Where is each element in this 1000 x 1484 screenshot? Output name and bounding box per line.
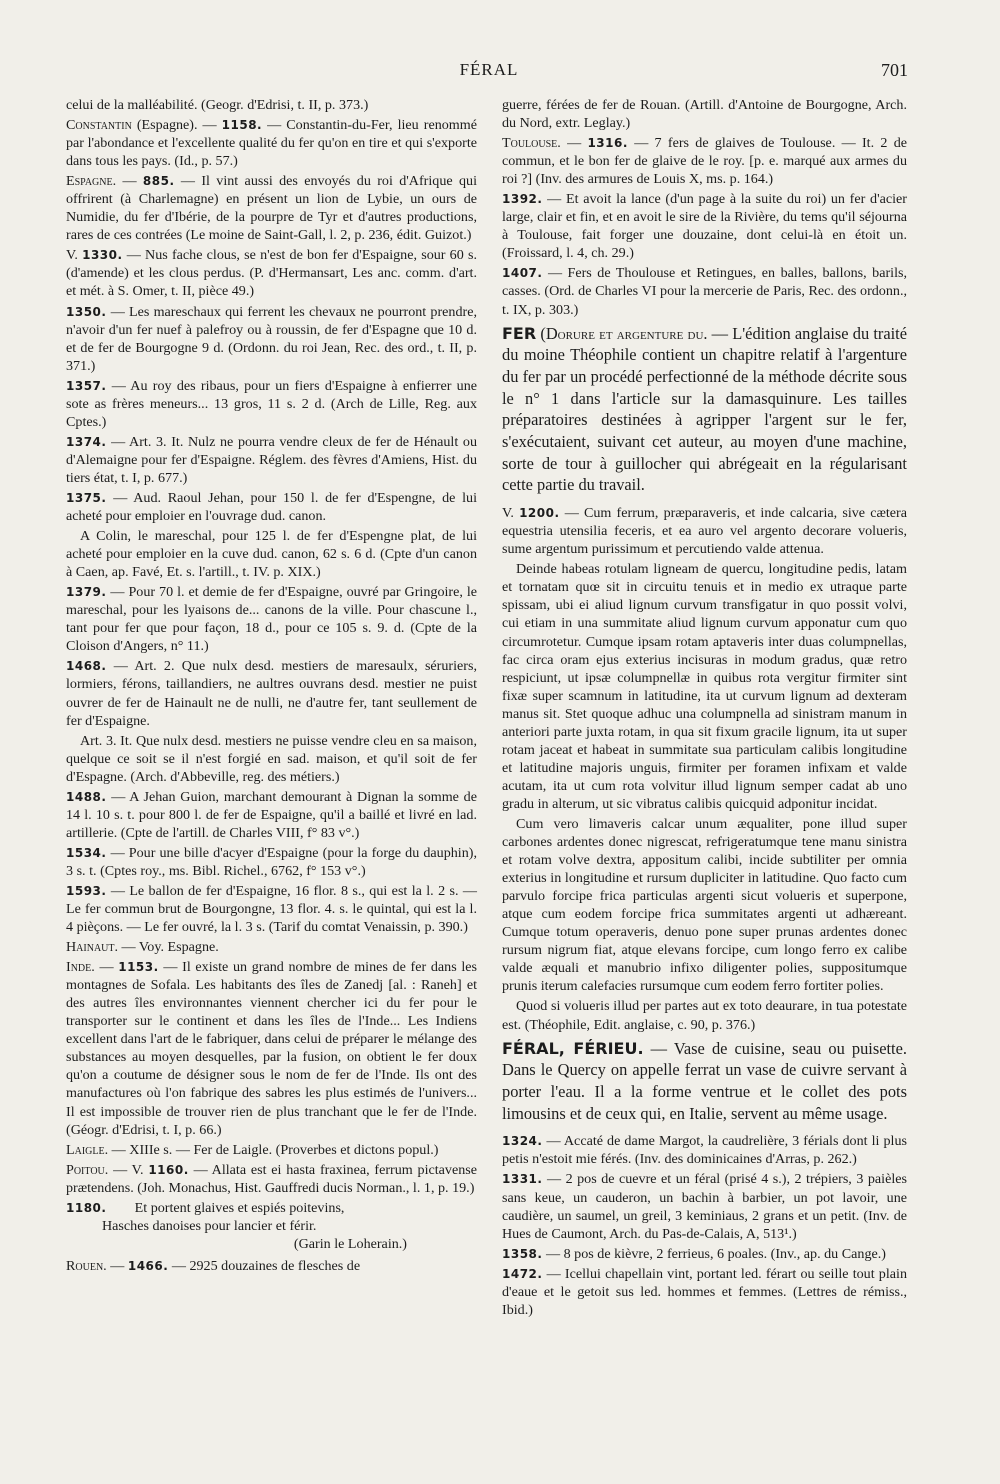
entry-paragraph — [66, 732, 477, 786]
entry-subhead: (Dorure et argenture du. — [536, 323, 708, 343]
entry-year: 1200. — [519, 506, 560, 521]
entry-paragraph — [66, 788, 477, 842]
entry-paragraph — [502, 504, 907, 558]
entry-text: — Fers de Thoulouse et Retingues, en balles, ballons, barils, casses. (Ord. de Charles VI pour la mercerie de Paris, Rec. des ordonn., t. IX, p. 303.) — [502, 265, 907, 318]
entry-prefix: — — [560, 135, 588, 152]
entry-prefix: — — [94, 959, 119, 976]
entry-year: 1153. — [118, 960, 159, 975]
entry-paragraph — [502, 190, 907, 262]
entry-paragraph — [66, 1141, 477, 1159]
entry-year: 1316. — [587, 136, 628, 151]
entry-year: 1330. — [82, 248, 123, 263]
entry-text: A Colin, le mareschal, pour 125 l. de fer d'Espengne plat, de lui acheté pour emploier en la cuve dud. canon, 62 s. 6 d. (Cpte d'un canon à Caen, ap. Favé, Et. s. l'artill., t. IV. p. XIX.) — [66, 528, 477, 581]
entry-paragraph — [66, 246, 477, 300]
entry-paragraph — [502, 96, 907, 132]
entry-paragraph — [502, 134, 907, 188]
entry-place-name: Constantin — [66, 117, 132, 134]
entry-text: — Accaté de dame Margot, la caudrelière, 3 férials dont li plus petis n'estoit mie férés. (Inv. des dominicaines d'Arras, p. 262.) — [502, 1133, 907, 1168]
entry-year: 1379. — [66, 585, 107, 600]
entry-place-name: Poitou. — [66, 1161, 109, 1178]
entry-text: — Aud. Raoul Jehan, pour 150 l. de fer d'Espengne, de lui acheté pour emploier en l'ouvrage dud. canon. — [66, 489, 477, 525]
entry-paragraph — [66, 1161, 477, 1197]
entry-year: 1468. — [66, 659, 107, 674]
entry-text: — Il vint aussi des envoyés du roi d'Afrique qui offrirent (à Charlemagne) en présent un lion de Lybie, un ours de Numidie, du fer d'Ibérie, de la pourpre de Tyr et d'autres productions, rares de ces contrées (Le moine de Saint-Gall, l. 2, p. 236, édit. Guizot.) — [66, 173, 477, 244]
left-column — [66, 96, 477, 1277]
entry-text: Quod si volueris illud per partes aut ex toto deaurare, in tua potestate est. (Théophile, Edit. anglaise, c. 90, p. 376.) — [502, 998, 907, 1033]
entry-text: — 2925 douzaines de flesches de — [168, 1257, 361, 1274]
entry-text: guerre, férées de fer de Rouan. (Artill. d'Antoine de Bourgogne, Arch. du Nord, extr. Leglay.) — [502, 97, 907, 132]
entry-year: 1180. — [66, 1200, 107, 1215]
verse-line: Hasches danoises pour lancier et férir. — [102, 1217, 317, 1234]
entry-year: 1160. — [148, 1162, 189, 1177]
entry-paragraph — [66, 96, 477, 114]
entry-text: — Et avoit la lance (d'un page à la suite du roi) un fer d'acier large, clair et fin, et en avoit le sire de la Rivière, du tems qu'il séjourna à Toulouse, fait forger une douzaine, dont celui-là en étoit un. (Froissard, l. 4, ch. 29.) — [502, 191, 907, 262]
entry-paragraph — [502, 997, 907, 1033]
entry-text: Espagne. — [167, 939, 219, 956]
entry-place-name: Hainaut. — [66, 939, 119, 956]
entry-year: 1374. — [66, 434, 107, 449]
entry-year: 1407. — [502, 266, 543, 281]
entry-text: Art. 3. It. Que nulx desd. mestiers ne puisse vendre cleu en sa maison, quelque ce soit se il n'est forgié en sad. maison, et qu'il soit de fer d'Espagne. (Arch. d'Abbeville, reg. des métiers.) — [66, 732, 477, 785]
entry-year: 1593. — [66, 883, 107, 898]
entry-text: — Il existe un grand nombre de mines de fer dans les montagnes de Sofala. Les habitants des îles de Zanedj [al. : Raneh] et des autres îles environnantes viennent chercher ici du fer pour le transporter sur le continent et dans les îles de l'Inde... Les Indiens excellent dans l'art de le fabriquer, dans celui de préparer le mélange des substances au moyen desquelles, par la fusion, on obtient le fer doux qu'on a coutume de désigner sous le nom de fer de l'Inde. Ils ont des manufactures où l'on fabrique des sabres les plus estimés de l'univers... Il est impossible de trouver rien de plus tranchant que le fer de l'Inde. (Géogr. d'Edrisi, t. I, p. 66.) — [66, 959, 478, 1138]
entry-paragraph — [66, 958, 477, 1138]
entry-place-name: Rouen. — [66, 1257, 107, 1274]
entry-paragraph — [502, 1245, 907, 1263]
entry-text: — Au roy des ribaus, pour un fiers d'Espaigne à enfierrer une sote as frères meneurs... 13 gros, 11 s. 2 d. (Arch de Lille, Reg. aux Cptes.) — [66, 377, 477, 430]
entry-paragraph — [66, 1257, 477, 1275]
right-column — [502, 96, 907, 1321]
running-title: FÉRAL — [459, 60, 519, 79]
entry-paragraph — [502, 560, 907, 813]
entry-text: — Pour 70 l. et demie de fer d'Espaigne, ouvré par Gringoire, le mareschal, pour les lyaisons de... canons de la ville. Pour chascune l., tant pour fer que pour façon, 18 d., pour ce 105 s. 9. d. (Cpte de la Cloison d'Angers, n° 11.) — [66, 584, 477, 655]
entry-place-name: Espagne. — [66, 173, 117, 190]
entry-paragraph — [66, 377, 477, 431]
verse-source: (Garin le Loherain.) — [293, 1235, 407, 1252]
entry-text: — Allata est ei hasta fraxinea, ferrum pictavense prætendens. (Joh. Monachus, Hist. Gauffredi ducis Norman., l. 1, p. 19.) — [66, 1161, 477, 1196]
page-number: 701 — [881, 60, 908, 80]
entry-year: 1331. — [502, 1172, 543, 1187]
running-header — [70, 58, 908, 88]
entry-text: — 8 pos de kièvre, 2 ferrieus, 6 poales. (Inv., ap. du Cange.) — [542, 1245, 886, 1262]
entry-paragraph — [66, 303, 477, 375]
entry-year: 1350. — [66, 304, 107, 319]
entry-paragraph — [502, 1170, 907, 1242]
entry-paragraph — [502, 264, 907, 318]
entry-headword: FER — [502, 323, 537, 343]
entry-paragraph — [502, 323, 907, 497]
entry-year: 1392. — [502, 192, 543, 207]
entry-year: 1358. — [502, 1246, 543, 1261]
entry-text: — Le ballon de fer d'Espaigne, 16 flor. 8 s., qui est la l. 2 s. — Le fer commun brut de Bourgongne, 13 flor. 4. s. le quintal, qui est la l. 4 pièçons. — Le fer ouvré, la l. 3 s. (Tarif du comtat Venaissin, p. 390.) — [66, 882, 477, 936]
entry-paragraph — [502, 1132, 907, 1168]
entry-paragraph — [66, 583, 477, 655]
entry-text: XIIIe s. — Fer de Laigle. (Proverbes et dictons popul.) — [129, 1141, 439, 1158]
entry-text: — Les mareschaux qui ferrent les chevaux ne pourront prendre, n'avoir d'un fer nuef à palefroy ou à roussin, de fer d'Espagne que 10 d. et de fer de Bourgogne 9 d. (Ordonn. du roi Jean, Rec. des ord., t. II, p. 371.) — [66, 303, 477, 374]
entry-year: 1357. — [66, 378, 107, 393]
entry-prefix: — V. — [108, 1161, 149, 1178]
entry-paragraph — [66, 489, 477, 525]
entry-year: 1375. — [66, 490, 107, 505]
entry-text: — Art. 3. It. Nulz ne pourra vendre cleux de fer de Hénault ou d'Alemaigne pour fer d'Espaigne. Réglem. des fèvres d'Amiens, Hist. du tiers état, t. I, p. 677.) — [66, 433, 477, 486]
entry-paragraph — [66, 1199, 477, 1253]
entry-prefix: — — [106, 1257, 128, 1274]
entry-paragraph — [66, 844, 477, 880]
entry-paragraph — [502, 1265, 907, 1319]
entry-prefix: — Voy. — [118, 939, 168, 956]
entry-text: — Icellui chapellain vint, portant led. férart ou seille tout plain d'eaue et le getoit sus led. hommes et femmes. (Lettres de rémiss., Ibid.) — [502, 1265, 907, 1318]
entry-paragraph — [66, 116, 477, 170]
entry-paragraph — [66, 882, 477, 936]
entry-year: 1466. — [127, 1258, 169, 1273]
entry-text: — Nus fache clous, se n'est de bon fer d'Espaigne, sour 60 s. (d'amende) et les clous perdus. (P. d'Hermansart, Les anc. comm. d'art. et mét. à S. Omer, t. II, pièce 49.) — [66, 247, 477, 300]
entry-text: — Pour une bille d'acyer d'Espaigne (pour la forge du dauphin), 3 s. t. (Cptes roy., ms. Bibl. Richel., 6762, f° 153 v°.) — [66, 844, 477, 879]
entry-year: 1472. — [502, 1266, 543, 1281]
entry-text: — Constantin-du-Fer, lieu renommé par l'abondance et l'excellente qualité du fer qu'on en tire et qui s'exporte dans tous les pays. (Id., p. 57.) — [66, 117, 477, 170]
entry-paragraph — [66, 172, 477, 244]
entry-paragraph — [66, 938, 477, 956]
entry-text: celui de la malléabilité. (Geogr. d'Edrisi, t. II, p. 373.) — [66, 97, 369, 113]
entry-paragraph — [66, 433, 477, 487]
entry-text: — 2 pos de cuevre et un féral (prisé 4 s.), 2 trépiers, 3 paièles sans keue, un cauderon, un bachin à barbier, un pot lavoir, une caudière, un saumel, un greil, 3 keminiaus, 2 grans et un petit. (Inv. de Hues de Caumont, Arch. du Pas-de-Calais, A, 513¹.) — [502, 1171, 907, 1242]
entry-paragraph — [66, 527, 477, 581]
entry-text: — A Jehan Guion, marchant demourant à Dignan la somme de 14 l. 10 s. t. pour 800 l. de fer de Espaigne, qu'il a baillé et livré en lad. artillerie. (Cpte de l'artill. de Charles VIII, f° 83 v°.) — [66, 788, 477, 841]
verse-line: 1180. Et portent glaives et espiés poitevins, — [66, 1199, 345, 1216]
entry-headword: FÉRAL, FÉRIEU. — [502, 1038, 644, 1058]
entry-prefix: V. — [502, 505, 520, 522]
entry-paragraph — [66, 657, 477, 729]
entry-year: 885. — [142, 174, 175, 189]
entry-place-name: Inde. — [66, 959, 95, 976]
entry-prefix: (Espagne). — — [131, 117, 222, 134]
entry-text: Cum vero limaveris calcar unum æqualiter, pone illud super carbones ardentes donec nigrescat, refrigeratumque tene manu sinistra et rotam volve dextra, appositum calibi, incide subtiliter per omnia exterius in longitudine et rursum dupliciter in latitudine. Quo facto cum parvulo forcipe frica particulas argenti sicut volueris et superpone, atque cum eodem forcipe frica summitates argenti ut adhæreant. Cumque totum operaveris, denuo pone super prunas ardentes donec rursum nigrum fiat, atque elevans forcipe, cum longo ferro ex calibe valde æquali et manubrio infixo diligenter polies, suppositumque prunis iterum calefacies rursumque cum eodem ferro fortiter polies. — [502, 815, 907, 995]
entry-place-name: Toulouse. — [502, 135, 561, 152]
entry-year: 1324. — [502, 1134, 543, 1149]
entry-prefix: — — [116, 173, 143, 190]
entry-text: — Vase de cuisine, seau ou puisette. Dans le Quercy on appelle ferrat un vase de cuivre servant à porter l'eau. Il a la forme ventrue et le collet des pots limousins et de ceux qui, en Italie, servent au même usage. — [502, 1038, 907, 1123]
entry-year: 1158. — [221, 118, 263, 133]
entry-text: — Art. 2. Que nulx desd. mestiers de maresaulx, séruriers, lormiers, férons, taillandiers, ne aultres ouvrans desd. mestier ne puist ouvrer de fer de Hainault ne de nulli, ne d'autre fer, tant seullement de fer d'Espaigne. — [66, 658, 477, 729]
entry-prefix: — — [108, 1141, 130, 1158]
entry-text: — 7 fers de glaives de Toulouse. — It. 2 de commun, et le bon fer de glaive de le roy. [p. e. marqué aux armes du roi ?] (Inv. des armures de Louis X, ms. p. 164.) — [502, 135, 907, 188]
entry-place-name: Laigle. — [66, 1141, 109, 1158]
entry-year: 1534. — [66, 845, 107, 860]
entry-prefix: V. — [66, 247, 83, 264]
entry-text: — Cum ferrum, præparaveris, et inde calcaria, sive cætera equestria utensilia feceris, et ea auro vel argento decorare volueris, sume argentum purissimum et percutiendo valde attenua. — [502, 505, 907, 558]
entry-text: Deinde habeas rotulam ligneam de quercu, longitudine pedis, latam et tornatam quœ sit in circuitu tenuis et in medio ex utraque parte spissam, ubi ei aliud lignum curvum transfigatur in quo possit volvi, cui etiam in una summitate aliud lignum curvum apponatur cum quo circumrotetur. Cumque ipsam rotam aptaveris inter duas columpnellas, fac circa oram ejus exterius incisuras in modum gradus, quæ retro respiciunt, ut ipsæ columpnellæ in quibus rota vergitur firmiter sint fixæ super scamnum in latitudine, ita ut curvum lignum ad dexteram manus sit. Stet quoque adhuc una columpnella ad sinistram manum in anteriori parte juxta rotam, in qua sit fixum gracile lignum, ita ut super rotam jaceat et habeat in summitate sua particulam calibis longitudine et latitudine majoris unguis, firmiter per foramen infixam et valde acutam, ita ut cum rota volvitur illud lignum semper cadat ab uno gradu in alterum, ut sic vibratus calibis quicquid adponitur incidat. — [502, 561, 907, 812]
entry-text: — L'édition anglaise du traité du moine Théophile contient un chapitre relatif à l'argenture du fer par un procédé perfectionné de la méthode décrite sous le n° 1 dans l'article sur la damasquinure. Les tailles préparatoires destinées à agripper l'argent sur le fer, s'exécutaient, suivant cet auteur, au moyen d'une machine, sorte de tour à guillocher qui abrégeait en la régularisant cette partie du travail. — [502, 323, 907, 495]
entry-paragraph — [502, 815, 907, 995]
entry-year: 1488. — [66, 789, 107, 804]
entry-paragraph — [502, 1038, 907, 1125]
